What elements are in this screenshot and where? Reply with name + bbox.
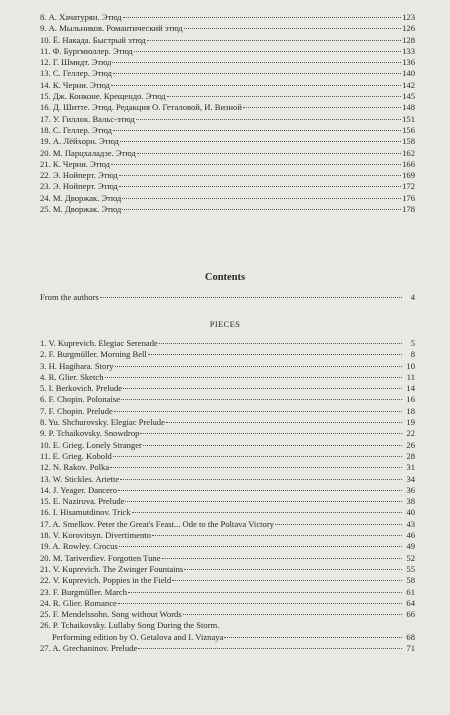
toc-entry-page: 148	[402, 102, 415, 113]
toc-entry-title: 8. Yu. Shchurovsky. Elegiac Prelude	[40, 417, 165, 428]
toc-row	[40, 564, 415, 575]
toc-entry-title: 13. W. Stickles. Ariette	[40, 473, 120, 484]
toc-row	[40, 114, 415, 125]
toc-entry-page: 172	[402, 181, 415, 192]
toc-entry-title: 11. E. Grieg. Kobold	[40, 450, 112, 461]
toc-row	[40, 102, 415, 113]
toc-entry-title: 19. A. Rowley. Crocus	[40, 541, 118, 552]
toc-entry-title: 14. J. Yeager. Dancero	[40, 484, 118, 495]
toc-row	[40, 598, 415, 609]
leader-dots	[113, 73, 401, 74]
toc-entry-title: 8. А. Хачатурян. Этюд	[40, 12, 122, 22]
toc-entry-title: 24. R. Glier. Romance	[40, 597, 117, 608]
toc-row	[40, 35, 415, 46]
toc-row	[40, 428, 415, 439]
toc-entry-title: 20. M. Tariverdiev. Forgotten Tune	[40, 552, 161, 563]
toc-entry-page: 176	[402, 192, 415, 203]
toc-entry-page: 151	[402, 113, 415, 124]
toc-row	[40, 417, 415, 428]
toc-entry-page: 142	[402, 79, 415, 90]
toc-entry-title: Performing edition by O. Getalova and I. Viznaya	[52, 631, 224, 642]
toc-entry-title: From the authors	[40, 292, 99, 302]
leader-dots	[275, 524, 402, 525]
leader-dots	[122, 198, 401, 199]
toc-entry-page: 156	[402, 124, 415, 135]
toc-entry-title: 22. Э. Нойперт. Этюд	[40, 170, 118, 181]
toc-entry-page: 46	[406, 530, 415, 541]
toc-entry-title: 18. V. Korovitsyn. Divertimento	[40, 530, 151, 541]
from-authors-entry	[40, 292, 415, 303]
toc-row	[40, 193, 415, 204]
toc-entry-page: 16	[406, 394, 415, 405]
leader-dots	[132, 512, 402, 513]
toc-row	[40, 643, 415, 654]
toc-row	[40, 91, 415, 102]
toc-entry-title: 18. С. Геллер. Этюд	[40, 124, 112, 135]
toc-row	[40, 338, 415, 349]
toc-entry-page: 123	[402, 12, 415, 22]
toc-row	[40, 181, 415, 192]
leader-dots	[100, 297, 402, 298]
toc-entry-page: 28	[406, 450, 415, 461]
toc-entry-title: 22. V. Kuprevich. Poppies in the Field	[40, 575, 172, 586]
leader-dots	[119, 546, 402, 547]
toc-entry-title: 3. H. Hagihara. Story	[40, 360, 114, 371]
leader-dots	[125, 501, 402, 502]
toc-row	[40, 349, 415, 360]
toc-entry-title: 2. F. Burgmüller. Morning Bell	[40, 349, 147, 360]
pieces-heading: PIECES	[209, 319, 241, 329]
leader-dots	[105, 377, 403, 378]
toc-entry-title: 23. F. Burgmüller. March	[40, 586, 127, 597]
leader-dots	[166, 422, 402, 423]
toc-entry-title: 16. I. Hisamutdinov. Trick	[40, 507, 131, 518]
leader-dots	[118, 603, 402, 604]
leader-dots	[148, 354, 402, 355]
toc-entry-title: 12. N. Rakov. Polka	[40, 462, 110, 473]
leader-dots	[120, 479, 402, 480]
toc-row	[40, 125, 415, 136]
leader-dots	[136, 119, 401, 120]
toc-row	[40, 620, 415, 631]
leader-dots	[172, 580, 402, 581]
toc-entry-page: 52	[406, 552, 415, 563]
toc-entry-title: 21. К. Черни. Этюд	[40, 158, 110, 169]
toc-entry-page: 10	[406, 360, 415, 371]
toc-row	[40, 170, 415, 181]
toc-row	[40, 80, 415, 91]
toc-row	[40, 46, 415, 57]
pieces-toc-list	[40, 338, 415, 654]
leader-dots	[162, 558, 402, 559]
toc-entry-page: 133	[402, 45, 415, 56]
leader-dots	[111, 85, 401, 86]
leader-dots	[119, 186, 401, 187]
toc-row	[40, 496, 415, 507]
toc-entry-page: 55	[406, 563, 415, 574]
toc-entry-page: 128	[402, 34, 415, 45]
leader-dots	[184, 28, 401, 29]
leader-dots	[224, 637, 402, 638]
toc-entry-title: 10. Ё. Накада. Быстрый этюд	[40, 34, 146, 45]
toc-row	[40, 530, 415, 541]
toc-row	[40, 68, 415, 79]
toc-row	[40, 57, 415, 68]
toc-entry-page: 40	[406, 507, 415, 518]
toc-entry-title: 9. А. Мыльников. Романтический этюд	[40, 23, 183, 34]
toc-entry-page: 68	[406, 631, 415, 642]
toc-entry-page: 71	[406, 643, 415, 654]
leader-dots	[111, 164, 401, 165]
leader-dots	[113, 456, 402, 457]
toc-entry-title: 25. F. Mendelssohn. Song without Words	[40, 609, 182, 620]
toc-row	[40, 23, 415, 34]
leader-dots	[112, 62, 401, 63]
toc-row	[40, 148, 415, 159]
toc-entry-page: 61	[406, 586, 415, 597]
toc-row	[40, 541, 415, 552]
toc-entry-title: 13. С. Геллер. Этюд	[40, 68, 112, 79]
toc-entry-page: 178	[402, 204, 415, 215]
leader-dots	[143, 445, 402, 446]
leader-dots	[159, 343, 402, 344]
toc-entry-title: 14. К. Черни. Этюд	[40, 79, 110, 90]
toc-entry-title: 21. V. Kuprevich. The Zwinger Fountains	[40, 563, 184, 574]
toc-entry-page: 8	[410, 349, 415, 360]
leader-dots	[137, 153, 401, 154]
toc-row	[40, 383, 415, 394]
toc-entry-title: 17. У. Гиллок. Вальс-этюд	[40, 113, 135, 124]
russian-toc-list	[40, 12, 415, 215]
leader-dots	[115, 366, 402, 367]
toc-row	[40, 462, 415, 473]
leader-dots	[128, 592, 402, 593]
toc-entry-title: 11. Ф. Бургмюллер. Этюд	[40, 45, 133, 56]
toc-entry-title: 15. E. Nazirova. Prelude	[40, 496, 125, 507]
toc-entry-page: 58	[406, 575, 415, 586]
toc-entry-page: 145	[402, 91, 415, 102]
leader-dots	[113, 130, 401, 131]
leader-dots	[114, 411, 402, 412]
leader-dots	[167, 96, 402, 97]
toc-entry-title: 20. М. Парцхаладзе. Этюд	[40, 147, 136, 158]
toc-row	[40, 632, 415, 643]
toc-entry-page: 26	[406, 439, 415, 450]
toc-row	[40, 361, 415, 372]
leader-dots	[184, 569, 402, 570]
toc-entry-title: 26. P. Tchaikovsky. Lullaby Song During the Storm.	[40, 620, 220, 631]
toc-entry-title: 6. F. Chopin. Polonaise	[40, 394, 121, 405]
leader-dots	[121, 399, 402, 400]
toc-entry-page: 31	[406, 462, 415, 473]
toc-row	[40, 136, 415, 147]
toc-entry-page: 162	[402, 147, 415, 158]
leader-dots	[140, 433, 402, 434]
toc-entry-page: 5	[410, 338, 415, 348]
toc-row	[40, 609, 415, 620]
toc-entry-page: 43	[406, 518, 415, 529]
toc-row	[40, 12, 415, 23]
toc-entry-page: 19	[406, 417, 415, 428]
toc-entry-page: 14	[406, 383, 415, 394]
toc-entry-title: 10. E. Grieg. Lonely Stranger	[40, 439, 142, 450]
toc-entry-title: 19. А. Лёйхорн. Этюд	[40, 136, 119, 147]
toc-row	[40, 372, 415, 383]
toc-entry-title: 24. М. Дворжак. Этюд	[40, 192, 122, 203]
toc-row	[40, 451, 415, 462]
leader-dots	[134, 51, 401, 52]
toc-entry-page: 169	[402, 170, 415, 181]
leader-dots	[152, 535, 402, 536]
leader-dots	[118, 490, 402, 491]
toc-entry-page: 22	[406, 428, 415, 439]
toc-row	[40, 292, 415, 303]
toc-entry-page: 166	[402, 158, 415, 169]
toc-entry-page: 49	[406, 541, 415, 552]
toc-entry-page: 38	[406, 496, 415, 507]
toc-entry-page: 11	[406, 371, 415, 382]
toc-entry-page: 140	[402, 68, 415, 79]
toc-entry-page: 18	[406, 405, 415, 416]
toc-row	[40, 575, 415, 586]
toc-row	[40, 406, 415, 417]
leader-dots	[147, 40, 401, 41]
toc-entry-title: 23. Э. Нойперт. Этюд	[40, 181, 118, 192]
toc-row	[40, 485, 415, 496]
leader-dots	[138, 648, 402, 649]
toc-row	[40, 587, 415, 598]
toc-entry-page: 158	[402, 136, 415, 147]
toc-entry-page: 126	[402, 23, 415, 34]
leader-dots	[123, 17, 402, 18]
toc-entry-title: 4. R. Glier. Sketch	[40, 371, 104, 382]
toc-entry-title: 7. F. Chopin. Prelude	[40, 405, 113, 416]
leader-dots	[110, 467, 402, 468]
toc-row	[40, 507, 415, 518]
leader-dots	[122, 209, 401, 210]
toc-entry-title: 16. Д. Шитте. Этюд. Редакция О. Геталовой, И. Визной	[40, 102, 242, 113]
toc-entry-page: 36	[406, 484, 415, 495]
toc-entry-title: 15. Дж. Конконе. Крещендо. Этюд	[40, 91, 166, 102]
toc-row	[40, 440, 415, 451]
leader-dots	[243, 107, 401, 108]
toc-entry-title: 5. I. Berkovich. Prelude	[40, 383, 123, 394]
toc-entry-page: 66	[406, 609, 415, 620]
toc-row	[40, 519, 415, 530]
toc-row	[40, 553, 415, 564]
contents-heading: Contents	[204, 272, 246, 283]
toc-entry-page: 34	[406, 473, 415, 484]
leader-dots	[119, 175, 401, 176]
toc-entry-title: 27. A. Grechaninov. Prelude	[40, 643, 138, 654]
leader-dots	[183, 614, 402, 615]
toc-entry-title: 12. Г. Шмидт. Этюд	[40, 57, 112, 68]
leader-dots	[120, 141, 401, 142]
toc-entry-title: 9. P. Tchaikovsky. Snowdrop	[40, 428, 140, 439]
leader-dots	[123, 388, 402, 389]
toc-row	[40, 394, 415, 405]
toc-entry-title: 25. М. Дворжак. Этюд	[40, 204, 122, 215]
toc-entry-page: 4	[410, 292, 415, 302]
toc-row	[40, 204, 415, 215]
toc-row	[40, 474, 415, 485]
toc-entry-page: 136	[402, 57, 415, 68]
toc-entry-title: 1. V. Kuprevich. Elegiac Serenade	[40, 338, 158, 348]
toc-entry-title: 17. A. Smelkov. Peter the Great's Feast... Ode to the Poltava Victory	[40, 518, 274, 529]
toc-row	[40, 159, 415, 170]
toc-entry-page: 64	[406, 597, 415, 608]
